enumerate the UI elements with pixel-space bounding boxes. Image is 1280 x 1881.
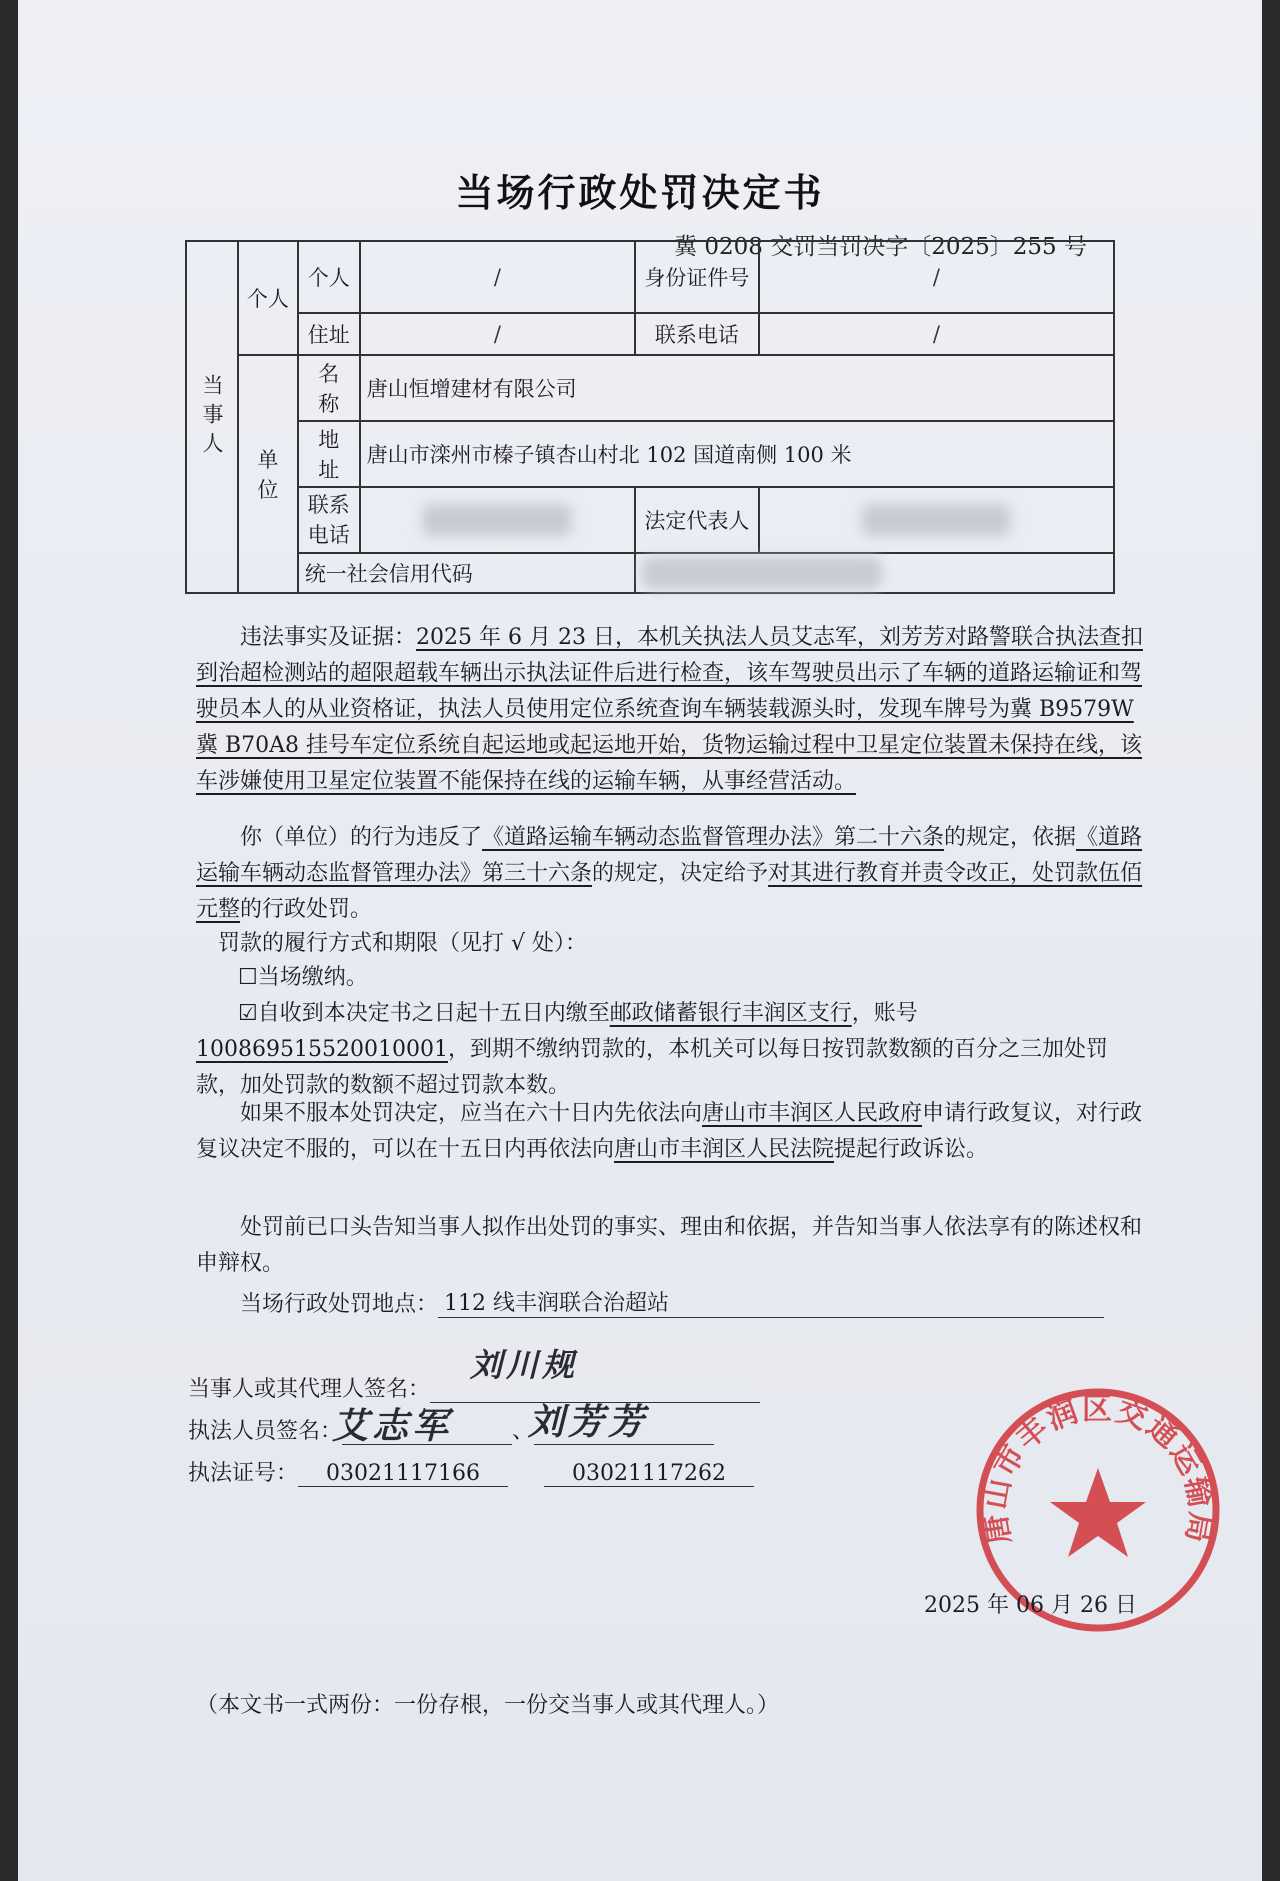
location-line [240,1286,1104,1318]
payment-intro: 罚款的履行方式和期限（见打 √ 处）： [218,931,588,956]
document-title: 当场行政处罚决定书 [455,171,825,215]
seal-star-icon [1050,1468,1146,1557]
cert-number-label: 执法证号： [188,1461,299,1486]
redacted-phone [422,504,572,536]
legal-rep-value [759,487,1114,553]
officer1-signature: 艾志军 [332,1406,453,1447]
id-number-value: / [759,241,1114,313]
bank-name: 邮政储蓄银行丰润区支行 [609,1001,852,1026]
appeal-paragraph [196,1096,1146,1168]
violated-law: 《道路运输车辆动态监督管理办法》第二十六条 [482,825,945,850]
penalty-content: 对其进行教育并责令改正，处罚款伍佰元整 [196,861,1143,922]
phone-value: / [759,313,1114,355]
address-value: / [360,313,635,355]
violation-text-1: 你（单位）的行为违反了 [240,825,483,850]
facts-text: 2025 年 6 月 23 日，本机关执法人员艾志军，刘芳芳对路警联合执法查扣到治超检测站的超限超载车辆出示执法证件后进行检查，该车驾驶员出示了车辆的道路运输证和驾驶员本人的从业资格证，执法人员使用定位系统查询车辆装载源头时，发现车牌号为冀 B9579W 冀 B70A8 挂号车定位系统自起运地或起运地开始，货物运输过程中卫星定位装置未保持在线，该车涉嫌使用卫星定位装置不能保持在线的运输车辆，从事经营活动。 [196,625,1143,794]
payment-text-2: ，账号 [851,1001,918,1026]
officer2-signature-blank [528,1402,714,1445]
redacted-credit-code [642,557,882,589]
account-number: 100869515520010001 [196,1037,448,1062]
id-number-label: 身份证件号 [635,241,759,313]
address-label: 住址 [298,313,360,355]
unit-name-value: 唐山恒增建材有限公司 [360,355,1114,421]
unit-phone-label: 联系电话 [298,487,360,553]
payment-text-3: ，到期不缴纳罚款的，本机关可以每日按罚款数额的百分之三加处罚款，加处罚款的数额不超过罚款本数。 [196,1037,1108,1098]
location-value: 112 线丰润联合治超站 [438,1286,1104,1318]
party-signature: 刘川规 [470,1346,579,1384]
legal-rep-label: 法定代表人 [635,487,759,553]
party-signature-label: 当事人或其代理人签名： [188,1377,431,1402]
document-number: 冀 0208 交罚当罚决字〔2025〕255 号 [674,234,1087,260]
unit-address-value: 唐山市滦州市榛子镇杏山村北 102 国道南侧 100 米 [360,421,1114,487]
appeal-text-1: 如果不服本处罚决定，应当在六十日内先依法向 [240,1101,703,1126]
unit-phone-value [360,487,635,553]
notice-paragraph: 处罚前已口头告知当事人拟作出处罚的事实、理由和依据，并告知当事人依法享有的陈述权和申辩权。 [196,1215,1143,1276]
individual-name-value: / [360,241,635,313]
violation-paragraph [196,820,1146,928]
officer1-cert-number: 03021117166 [298,1461,508,1487]
credit-code-label: 统一社会信用代码 [298,553,635,593]
violation-text-4: 的行政处罚。 [240,897,373,922]
individual-name-label: 个人 [298,241,360,313]
credit-code-value [635,553,1114,593]
officer-signature-line [188,1402,714,1447]
officer2-signature: 刘芳芳 [528,1402,649,1443]
penalty-basis-law: 《道路运输车辆动态监督管理办法》第三十六条 [196,825,1143,886]
redacted-legal-rep [861,504,1011,536]
party-signature-line [188,1346,760,1403]
unit-name-label: 名 称 [298,355,360,421]
facts-paragraph [196,620,1146,800]
signature-separator: 、 [512,1419,535,1444]
cert-number-line [188,1456,754,1487]
footer-note: （本文书一式两份：一份存根，一份交当事人或其代理人。） [196,1693,780,1718]
officer-signature-label: 执法人员签名： [188,1419,343,1444]
unit-address-label: 地 址 [298,421,360,487]
facts-label: 违法事实及证据： [240,625,417,650]
violation-text-3: 的规定，决定给予 [592,861,769,886]
party-label: 当事人 [186,241,238,593]
appeal-text-3: 提起行政诉讼。 [834,1137,989,1162]
court-name: 唐山市丰润区人民法院 [614,1137,835,1162]
officer1-signature-blank [332,1406,512,1447]
officer2-cert-number: 03021117262 [544,1461,754,1487]
location-label: 当场行政处罚地点： [240,1292,439,1317]
phone-label: 联系电话 [635,313,759,355]
payment-text-1: ☑自收到本决定书之日起十五日内缴至 [238,1001,610,1026]
seal-arc-text: 唐山市丰润区交通运输局 [978,1391,1218,1547]
individual-label: 个人 [238,241,298,355]
payment-option-onsite: ☐当场缴纳。 [238,965,368,990]
appeal-text-2: 申请行政复议，对行政复议决定不服的，可以在十五日内再依法向 [196,1101,1143,1162]
document-page [18,0,1262,1881]
decision-date: 2025 年 06 月 26 日 [924,1593,1137,1618]
party-info-table [185,240,1115,594]
payment-option-bank [196,996,1146,1104]
review-authority: 唐山市丰润区人民政府 [702,1101,923,1126]
violation-text-2: 的规定，依据 [944,825,1077,850]
unit-label: 单 位 [238,355,298,593]
